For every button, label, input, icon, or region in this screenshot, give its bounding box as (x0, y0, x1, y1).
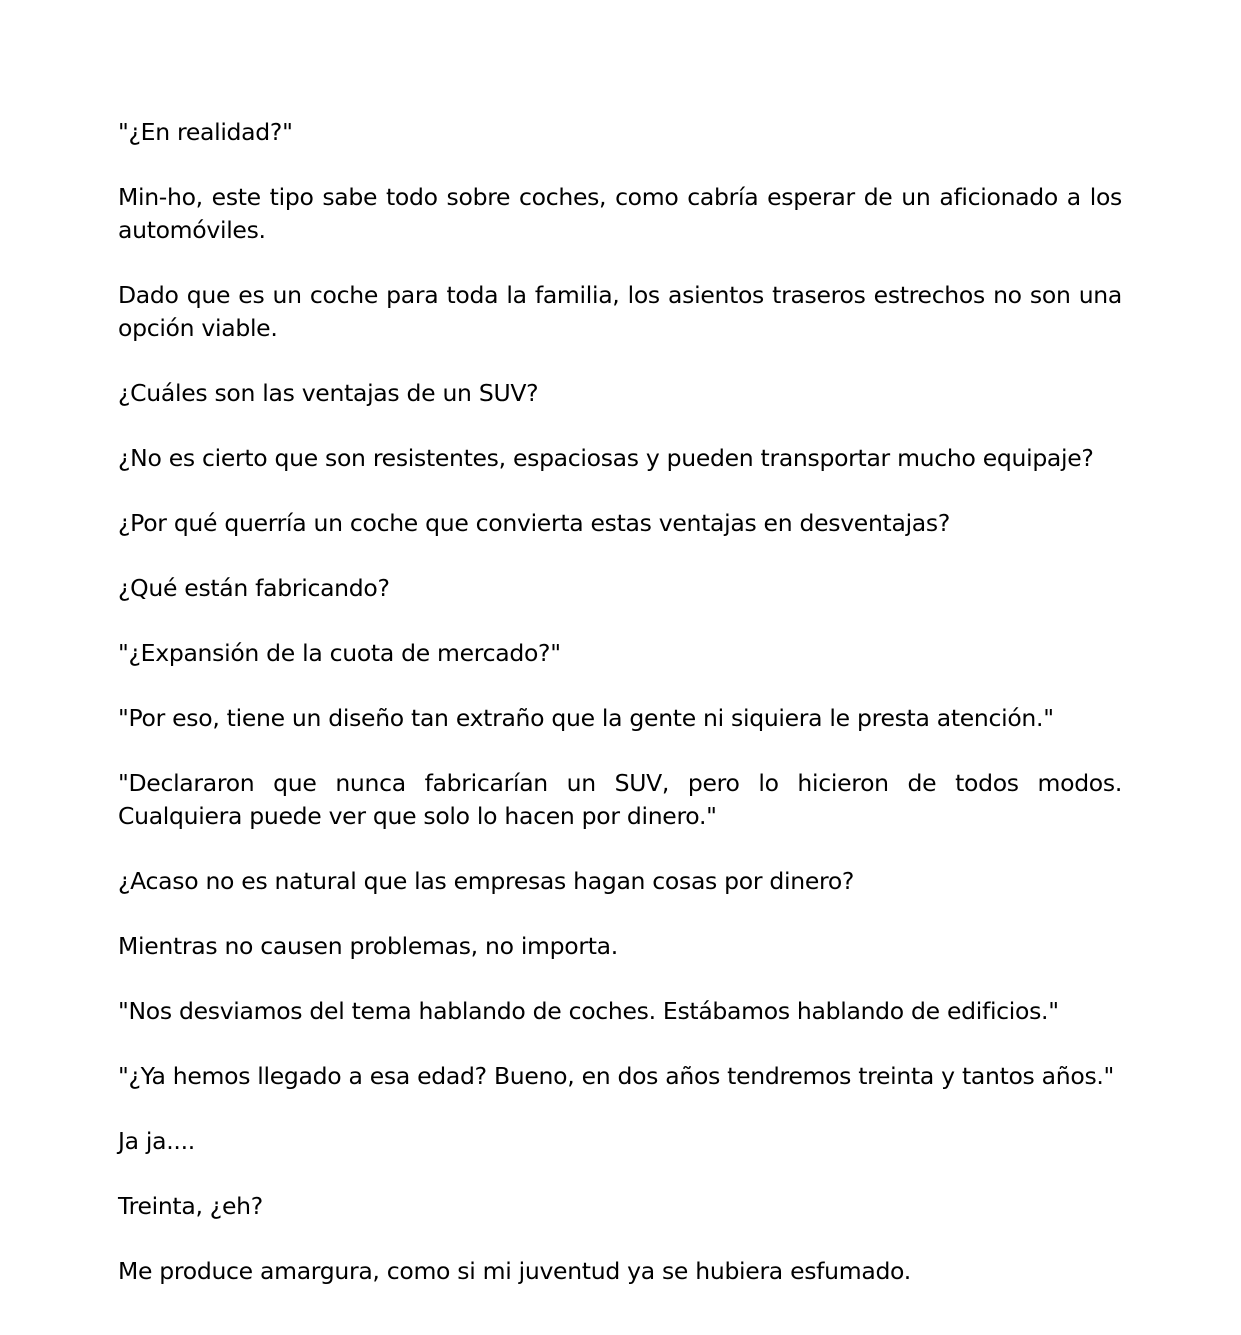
paragraph-13: "Nos desviamos del tema hablando de coches. Estábamos hablando de edificios." (118, 997, 1059, 1025)
paragraph-1: "¿En realidad?" (118, 118, 293, 146)
paragraph-14: "¿Ya hemos llegado a esa edad? Bueno, en dos años tendremos treinta y tantos años." (118, 1062, 1115, 1090)
paragraph-8: "¿Expansión de la cuota de mercado?" (118, 639, 561, 667)
paragraph-5: ¿No es cierto que son resistentes, espaciosas y pueden transportar mucho equipaje? (118, 444, 1094, 472)
paragraph-12: Mientras no causen problemas, no importa. (118, 932, 618, 960)
paragraph-15: Ja ja.... (118, 1127, 195, 1155)
document-page (118, 116, 1122, 1288)
paragraph-9: "Por eso, tiene un diseño tan extraño que la gente ni siquiera le presta atención." (118, 704, 1054, 732)
paragraph-4: ¿Cuáles son las ventajas de un SUV? (118, 379, 539, 407)
paragraph-16: Treinta, ¿eh? (118, 1192, 263, 1220)
paragraph-17: Me produce amargura, como si mi juventud ya se hubiera esfumado. (118, 1257, 911, 1285)
paragraph-7: ¿Qué están fabricando? (118, 574, 390, 602)
paragraph-6: ¿Por qué querría un coche que convierta estas ventajas en desventajas? (118, 509, 951, 537)
paragraph-2: Min-ho, este tipo sabe todo sobre coches, como cabría esperar de un aficionado a los automóviles. (118, 183, 1122, 244)
paragraph-10: "Declararon que nunca fabricarían un SUV, pero lo hicieron de todos modos. Cualquiera puede ver que solo lo hacen por dinero." (118, 769, 1122, 830)
paragraph-11: ¿Acaso no es natural que las empresas hagan cosas por dinero? (118, 867, 855, 895)
paragraph-3: Dado que es un coche para toda la familia, los asientos traseros estrechos no son una opción viable. (118, 281, 1122, 342)
